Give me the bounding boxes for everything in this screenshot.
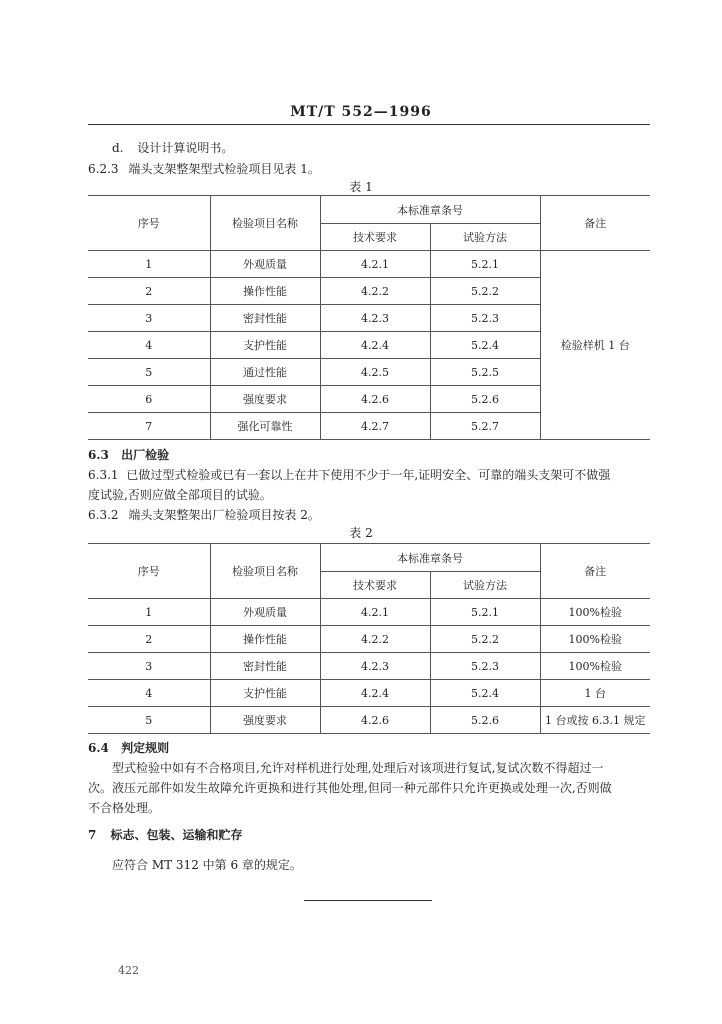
cell-seq: 2 [88, 278, 210, 305]
table-row [88, 599, 650, 626]
table-row [88, 707, 650, 734]
table-row [88, 251, 650, 278]
cell-name: 操作性能 [210, 278, 320, 305]
clause-number: 6.3.1 [88, 468, 119, 482]
table-row [88, 653, 650, 680]
cell-method: 5.2.6 [430, 707, 540, 734]
cell-seq: 7 [88, 413, 210, 440]
header-item-name: 检验项目名称 [210, 196, 320, 251]
cell-name: 外观质量 [210, 599, 320, 626]
header-item-name: 检验项目名称 [210, 544, 320, 599]
standard-code: MT/T 552—1996 [290, 104, 432, 120]
cell-req: 4.2.4 [320, 332, 430, 359]
cell-seq: 6 [88, 386, 210, 413]
clause-6-3-2 [88, 506, 320, 523]
table-1 [88, 195, 650, 440]
merged-remark: 检验样机 1 台 [540, 251, 650, 440]
cell-method: 5.2.1 [430, 251, 540, 278]
cell-name: 通过性能 [210, 359, 320, 386]
cell-method: 5.2.4 [430, 680, 540, 707]
rule-paragraph-line3: 不合格处理。 [88, 801, 161, 815]
rule-paragraph-line1: 型式检验中如有不合格项目,允许对样机进行处理,处理后对该项进行复试,复试次数不得超过一 [112, 761, 604, 775]
cell-seq: 4 [88, 680, 210, 707]
header-test-method: 试验方法 [430, 224, 540, 251]
cell-req: 4.2.3 [320, 653, 430, 680]
cell-method: 5.2.2 [430, 626, 540, 653]
table-row [88, 626, 650, 653]
cell-name: 外观质量 [210, 251, 320, 278]
cell-req: 4.2.7 [320, 413, 430, 440]
cell-req: 4.2.6 [320, 386, 430, 413]
table2-caption: 表 2 [349, 526, 373, 540]
clause-6-3-1-line2: 度试验,否则应做全部项目的试验。 [88, 488, 272, 502]
cell-method: 5.2.1 [430, 599, 540, 626]
cell-name: 强化可靠性 [210, 413, 320, 440]
header-seq: 序号 [88, 196, 210, 251]
cell-name: 密封性能 [210, 305, 320, 332]
clause-text: 已做过型式检验或已有一套以上在井下使用不少于一年,证明安全、可靠的端头支架可不做强 [126, 468, 611, 482]
cell-remark: 1 台或按 6.3.1 规定 [540, 707, 650, 734]
item-d-text: 设计计算说明书。 [137, 141, 234, 155]
cell-seq: 3 [88, 305, 210, 332]
cell-seq: 2 [88, 626, 210, 653]
clause-number: 6.3.2 [88, 508, 119, 522]
cell-seq: 5 [88, 359, 210, 386]
header-clause-group: 本标准章条号 [320, 544, 540, 572]
cell-seq: 1 [88, 599, 210, 626]
header-clause-group: 本标准章条号 [320, 196, 540, 224]
cell-req: 4.2.6 [320, 707, 430, 734]
cell-seq: 1 [88, 251, 210, 278]
header-tech-req: 技术要求 [320, 572, 430, 599]
cell-seq: 5 [88, 707, 210, 734]
section-title: 判定规则 [121, 741, 170, 755]
section-number: 6.3 [88, 448, 109, 462]
cell-method: 5.2.3 [430, 653, 540, 680]
section-title: 标志、包装、运输和贮存 [110, 828, 243, 842]
section-7-text: 应符合 MT 312 中第 6 章的规定。 [112, 858, 302, 872]
header-remark: 备注 [540, 196, 650, 251]
cell-req: 4.2.1 [320, 599, 430, 626]
clause-6-3-1-line1 [88, 466, 610, 483]
cell-req: 4.2.1 [320, 251, 430, 278]
header-remark: 备注 [540, 544, 650, 599]
section-number: 6.4 [88, 741, 109, 755]
header-tech-req: 技术要求 [320, 224, 430, 251]
clause-text: 端头支架整架型式检验项目见表 1。 [128, 162, 320, 176]
rule-paragraph-line2: 次。液压元部件如发生故障允许更换和进行其他处理,但同一种元部件只允许更换或处理一次,否则做 [88, 781, 612, 795]
cell-remark: 100%检验 [540, 653, 650, 680]
cell-name: 支护性能 [210, 332, 320, 359]
section-6-3-heading [88, 446, 169, 463]
cell-req: 4.2.4 [320, 680, 430, 707]
page-number: 422 [118, 964, 139, 977]
section-number: 7 [88, 828, 97, 842]
cell-method: 5.2.5 [430, 359, 540, 386]
cell-method: 5.2.7 [430, 413, 540, 440]
clause-number: 6.2.3 [88, 162, 119, 176]
end-rule [304, 900, 432, 901]
clause-6-2-3 [88, 160, 320, 177]
cell-seq: 3 [88, 653, 210, 680]
header-test-method: 试验方法 [430, 572, 540, 599]
cell-remark: 1 台 [540, 680, 650, 707]
cell-req: 4.2.2 [320, 278, 430, 305]
section-7-heading [88, 826, 243, 843]
cell-remark: 100%检验 [540, 599, 650, 626]
cell-method: 5.2.2 [430, 278, 540, 305]
cell-method: 5.2.4 [430, 332, 540, 359]
cell-name: 强度要求 [210, 707, 320, 734]
cell-method: 5.2.6 [430, 386, 540, 413]
header-rule [88, 124, 650, 125]
section-title: 出厂检验 [121, 448, 170, 462]
section-6-4-heading [88, 739, 169, 756]
item-d [112, 139, 233, 156]
cell-name: 操作性能 [210, 626, 320, 653]
table-row [88, 680, 650, 707]
table-2 [88, 543, 650, 734]
cell-req: 4.2.5 [320, 359, 430, 386]
cell-name: 强度要求 [210, 386, 320, 413]
cell-method: 5.2.3 [430, 305, 540, 332]
header-seq: 序号 [88, 544, 210, 599]
clause-text: 端头支架整架出厂检验项目按表 2。 [128, 508, 320, 522]
table1-caption: 表 1 [349, 180, 373, 194]
cell-req: 4.2.2 [320, 626, 430, 653]
cell-name: 密封性能 [210, 653, 320, 680]
cell-name: 支护性能 [210, 680, 320, 707]
cell-remark: 100%检验 [540, 626, 650, 653]
cell-seq: 4 [88, 332, 210, 359]
item-d-label: d. [112, 141, 124, 155]
cell-req: 4.2.3 [320, 305, 430, 332]
